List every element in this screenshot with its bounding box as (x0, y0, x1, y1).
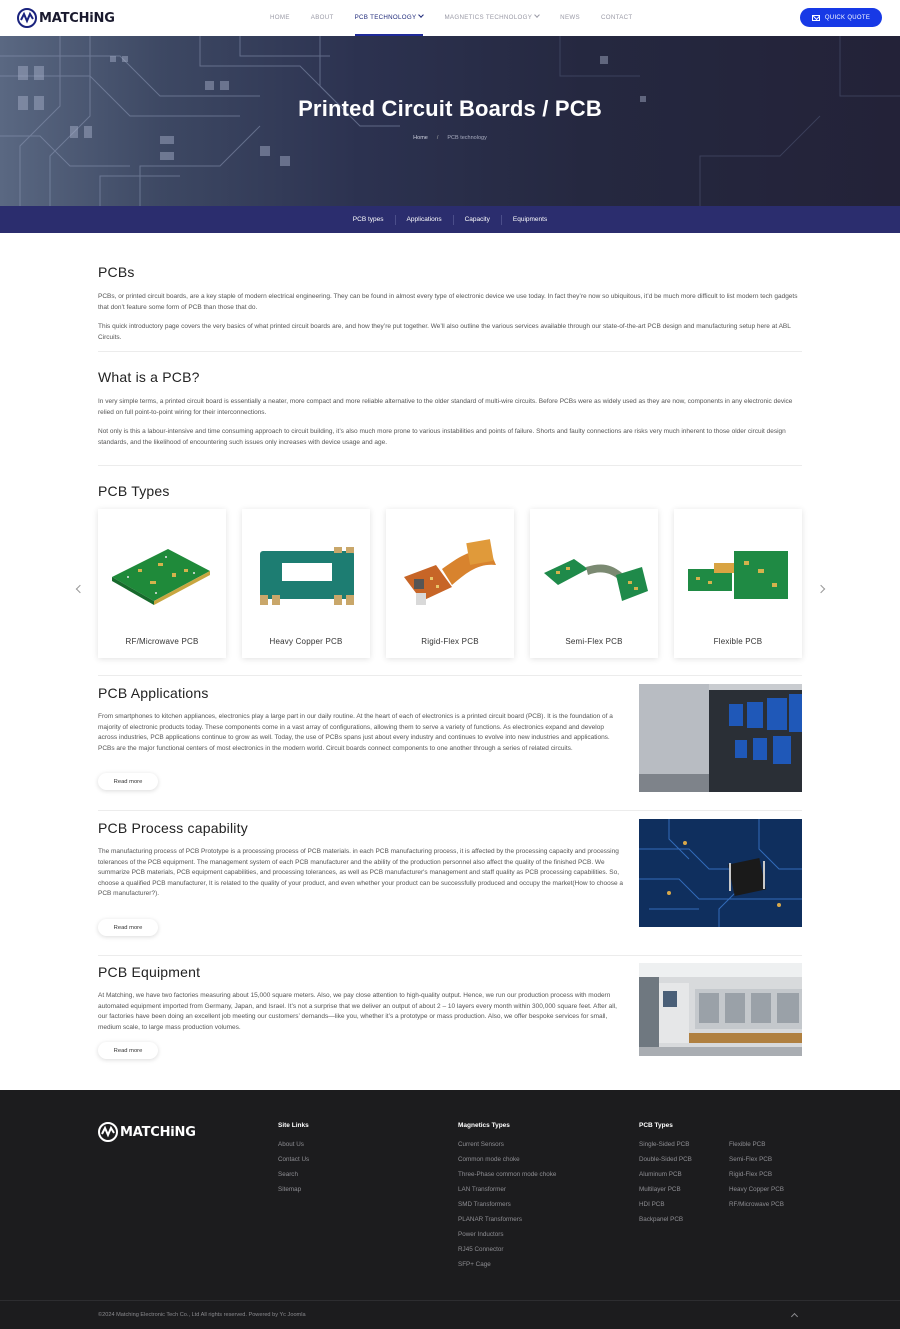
applications-photo (639, 684, 802, 792)
nav-magnetics-technology[interactable]: MAGNETICS TECHNOLOGY (444, 0, 539, 36)
footer-link-magnetics[interactable]: PLANAR Transformers (458, 1216, 523, 1223)
chevron-down-icon (419, 12, 425, 18)
what-paragraph-2: Not only is this a labour-intensive and time consuming approach to circuit building, it’s also much more prone to various instabilities and points of failure. Shorts and faulty connections are risks very much inherent to those older circuit design standards, and the likelihood of encountering such issues only increases with device usage and age. (98, 428, 786, 446)
footer-link-pcb[interactable]: Multilayer PCB (639, 1186, 681, 1193)
card-label: Flexible PCB (713, 637, 763, 646)
footer-link-pcb[interactable]: Backpanel PCB (639, 1216, 684, 1223)
footer-link-magnetics[interactable]: Three-Phase common mode choke (458, 1171, 557, 1178)
breadcrumb (0, 135, 900, 141)
footer-link-pcb[interactable]: RF/Microwave PCB (729, 1201, 784, 1208)
what-is-pcb-heading: What is a PCB? (98, 369, 200, 385)
brand-name: MATCHiNG (39, 10, 115, 26)
process-text: The manufacturing process of PCB Prototype is a processing process of PCB materials. in each PCB manufacturing process, it is affected by the processing capacity and processing tolerances of the PCB equipment. The management system of each PCB manufacturer and the ability of the production personnel also affect the quality of the finished PCB. We summarize PCB materials, PCB equipment capabilities, and processing tolerances, as well as PCB manufacturer's management and staff quality as PCB processing capabilities. So, choose a qualified PCB manufacturer, It is related to the quality of your product, and even whether your product can be successfully produced and occupy the market(How to choose a PCB manufacturer?). (98, 848, 623, 897)
site-links-title: Site Links (278, 1122, 309, 1129)
pcb-type-card-flexible[interactable] (674, 509, 802, 658)
mail-icon (812, 15, 820, 21)
site-header (0, 0, 900, 36)
footer-link-magnetics[interactable]: Current Sensors (458, 1141, 504, 1148)
semi-flex-pcb-image (530, 529, 658, 619)
magnetics-types-title: Magnetics Types (458, 1122, 510, 1129)
equipment-photo (639, 963, 802, 1056)
breadcrumb-separator: / (436, 135, 439, 141)
footer-link-magnetics[interactable]: SFP+ Cage (458, 1261, 491, 1268)
footer-link-pcb[interactable]: Flexible PCB (729, 1141, 766, 1148)
copyright-text: ©2024 Matching Electronic Tech Co., Ltd All rights reserved. Powered by Yc Joomla (98, 1312, 306, 1318)
pcb-type-card-rigid-flex[interactable] (386, 509, 514, 658)
heavy-copper-pcb-image (242, 529, 370, 619)
breadcrumb-current: PCB technology (447, 135, 487, 141)
carousel-next-icon[interactable] (817, 585, 825, 593)
flexible-pcb-image (674, 529, 802, 619)
footer-link-magnetics[interactable]: Power Inductors (458, 1231, 504, 1238)
divider (98, 675, 802, 676)
wave-logo-icon (98, 1122, 118, 1142)
subnav-applications[interactable]: Applications (396, 215, 454, 225)
subnav-capacity[interactable]: Capacity (454, 215, 502, 225)
pcb-type-card-heavy-copper[interactable] (242, 509, 370, 658)
divider (98, 351, 802, 352)
quick-quote-button[interactable]: QUICK QUOTE (800, 8, 882, 27)
rigid-flex-pcb-image (386, 529, 514, 619)
footer-link-pcb[interactable]: Rigid-Flex PCB (729, 1171, 773, 1178)
pcb-type-card-semi-flex[interactable] (530, 509, 658, 658)
main-nav (270, 0, 653, 36)
pcb-type-card-rf-microwave[interactable] (98, 509, 226, 658)
card-label: Heavy Copper PCB (269, 637, 343, 646)
footer-link-pcb[interactable]: Heavy Copper PCB (729, 1186, 784, 1193)
footer-link-pcb[interactable]: Double-Sided PCB (639, 1156, 692, 1163)
pcb-process-heading: PCB Process capability (98, 820, 248, 836)
footer-link-sitemap[interactable]: Sitemap (278, 1186, 302, 1193)
footer-link-about[interactable]: About Us (278, 1141, 304, 1148)
equipment-read-more-button[interactable]: Read more (98, 1042, 158, 1059)
equipment-text: At Matching, we have two factories measuring about 15,000 square meters. Also, we pay close attention to high-quality output. Hence, we run our production process with modern automated equipment imported from Germany, Japan, and Israel. It’s not a surprise that we deliver an output of about 2 – 10 layers every month within 300,000 square feet. After all, our factories have been doing an excellent job meeting our customers’ demands—like you, whether it’s a prototype or mass production. Also, we offer bespoke services for small, medium scale, to large mass production volumes. (98, 992, 617, 1031)
footer-link-search[interactable]: Search (278, 1171, 298, 1178)
pcbs-paragraph-2: This quick introductory page covers the very basics of what printed circuit boards are, and how they’re put together. We’ll also outline the various services available through our state-of-the-art PCB design and manufacturing setup here at ABL Circuits. (98, 323, 791, 341)
footer-link-pcb[interactable]: Aluminum PCB (639, 1171, 682, 1178)
brand-logo[interactable] (17, 7, 115, 29)
nav-home[interactable]: HOME (270, 14, 290, 21)
rf-microwave-pcb-image (98, 529, 226, 619)
footer-link-pcb[interactable]: HDI PCB (639, 1201, 665, 1208)
card-label: RF/Microwave PCB (125, 637, 199, 646)
nav-about[interactable]: ABOUT (310, 14, 334, 21)
nav-pcb-technology[interactable]: PCB TECHNOLOGY (355, 0, 424, 36)
footer-link-magnetics[interactable]: LAN Transformer (458, 1186, 506, 1193)
card-label: Semi-Flex PCB (565, 637, 623, 646)
wave-logo-icon (17, 8, 37, 28)
nav-news[interactable]: NEWS (560, 14, 580, 21)
card-label: Rigid-Flex PCB (421, 637, 479, 646)
process-photo (639, 819, 802, 927)
breadcrumb-home[interactable]: Home (413, 135, 428, 141)
pcbs-paragraph-1: PCBs, or printed circuit boards, are a key staple of modern electrical engineering. They can be found in almost every type of electronic device we use today. In fact they’re now so ubiquitous, it’d be much more difficult to list modern tech gadgets that don’t feature some form of PCB than those that do. (98, 293, 798, 311)
applications-text: From smartphones to kitchen appliances, electronics play a large part in our daily routine. At the heart of each of electronics is a printed circuit board (PCB). It is the foundation of a majority of electronic products today. These components come in a vast array of configurations, allowing them to serve a variety of functions. As electronics expand and develop across industries, PCB applications continue to grow as well. Today, the use of PCBs spans just about every industry and continues to evolve into new industries and applications. PCBs are the major functional centers of most electronics in the modern world. Circuit boards connect components to one another through a series of related circuits. (98, 713, 613, 752)
footer-divider (0, 1300, 900, 1301)
footer-link-magnetics[interactable]: RJ45 Connector (458, 1246, 504, 1253)
subnav-pcb-types[interactable]: PCB types (342, 215, 396, 225)
divider (98, 465, 802, 466)
divider (98, 955, 802, 956)
footer-brand-name: MATCHiNG (120, 1124, 196, 1140)
pcb-equipment-heading: PCB Equipment (98, 964, 201, 980)
pcbs-heading: PCBs (98, 264, 135, 280)
what-paragraph-1: In very simple terms, a printed circuit board is essentially a neater, more compact and more reliable alternative to the older standard of multi-wire circuits. Before PCBs were as widely used as they are now, components in any electronic device relied on full point-to-point wiring for their interconnections. (98, 398, 793, 416)
footer-link-pcb[interactable]: Single-Sided PCB (639, 1141, 690, 1148)
nav-contact[interactable]: CONTACT (600, 14, 633, 21)
chevron-down-icon (534, 12, 540, 18)
pcb-types-heading: PCB Types (98, 483, 170, 499)
subnav-equipments[interactable]: Equipments (512, 215, 548, 223)
applications-read-more-button[interactable]: Read more (98, 773, 158, 790)
footer-link-contact[interactable]: Contact Us (278, 1156, 310, 1163)
carousel-prev-icon[interactable] (76, 585, 84, 593)
footer-link-magnetics[interactable]: Common mode choke (458, 1156, 520, 1163)
pcb-applications-heading: PCB Applications (98, 685, 209, 701)
pcb-types-footer-title: PCB Types (639, 1122, 673, 1129)
footer-brand-logo[interactable] (98, 1122, 196, 1142)
hero-banner (0, 36, 900, 206)
page-title: Printed Circuit Boards / PCB (298, 96, 602, 121)
footer-link-magnetics[interactable]: SMD Transformers (458, 1201, 511, 1208)
divider (98, 810, 802, 811)
section-subnav (0, 206, 900, 233)
process-read-more-button[interactable]: Read more (98, 919, 158, 936)
footer-link-pcb[interactable]: Semi-Flex PCB (729, 1156, 773, 1163)
